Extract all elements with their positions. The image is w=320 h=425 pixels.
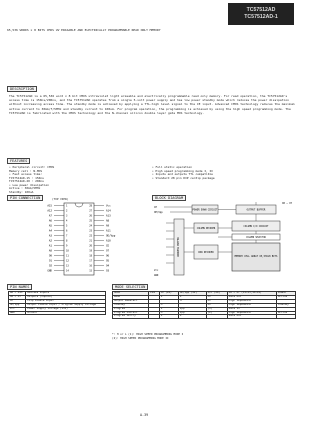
mode-cell: (2) [206, 311, 227, 315]
mode-cell: 5V [206, 299, 227, 303]
feature-item: TC57512AD-20 : 200ns [9, 179, 44, 183]
right-pin-number: 19 [89, 249, 92, 253]
right-pin-label: A13 [106, 214, 111, 218]
left-pin-number: 7 [66, 234, 68, 238]
feature-item: Memory cell : N-MOS [9, 168, 43, 173]
right-pin-label: A11 [106, 229, 111, 233]
left-pin-label: A1 [48, 244, 52, 248]
mode-cell: 5V [206, 295, 227, 299]
column-decoder-label: COLUMN DECODER [196, 227, 216, 230]
mode-cell: Program Inhibit [113, 311, 149, 315]
left-pin-label: A6 [48, 219, 52, 223]
left-pin-number: 10 [66, 249, 69, 253]
description-text: The TC57512AD is a 65,536 word x 8 bit CMOS ultraviolet light erasable and electrically programmable read only memory. For read operation, the TC57512AD's access time is 150ns/200ns, and the TC57512AD operates from a single 5-volt power supply and has low power standby mode which reduces the power dissipation without increasing access time. The standby mode is achieved by applying a TTL-high level signal to the CE input. Advanced CMOS technology reduces the maximum active current to 30mA/f/5MHz and standby current to 100uA. For program operation, the programming is achieved by using the high speed programming mode. The TC57512AD is fabricated with the CMOS technology and the N-channel silicon double layer gate MOS technology. [9, 94, 295, 115]
right-pin-number: 24 [89, 224, 92, 228]
mode-cell: Program [113, 307, 149, 311]
mode-cell: H [159, 311, 178, 315]
left-pin-number: 13 [66, 264, 69, 268]
block-diagram [152, 201, 296, 281]
mode-header-cell: POWER [276, 292, 295, 296]
right-pin-number: 26 [89, 214, 92, 218]
right-pin-label: O6 [106, 254, 110, 258]
right-pin-number: 15 [89, 269, 92, 273]
left-pin-label: A7 [48, 214, 52, 218]
memory-cell-array-label: MEMORY CELL ARRAY 65,536x8 BITS [234, 255, 278, 258]
block-label-vcc: Vcc [154, 269, 159, 272]
output-buffer-label: OUTPUT BUFFER [246, 208, 266, 212]
pin-names-row [9, 311, 106, 315]
mode-cell: Standby [113, 303, 149, 307]
mode-header-cell: OE/Vpp (22) [178, 292, 206, 296]
feature-item: • Peripheral circuit: CMOS [9, 165, 55, 169]
pin-symbol-cell: GND [9, 311, 26, 315]
block-label-ce: CE [154, 206, 157, 209]
block-diagram-heading: BLOCK DIAGRAM [152, 195, 186, 201]
banner-line-2: TC57512AD-1 [244, 14, 278, 20]
pin-symbol-cell: CE [9, 299, 26, 303]
mode-cell: L [159, 307, 178, 311]
feature-item: • Low power dissipation [9, 182, 50, 187]
left-pin-number: 2 [66, 209, 68, 213]
feature-item: Active : 30mA/5MHz [9, 186, 41, 190]
right-pin-label: O4 [106, 264, 110, 268]
left-pin-number: 6 [66, 229, 68, 233]
mode-selection-heading: MODE SELECTION [112, 284, 148, 290]
mode-cell: High Impedance [227, 299, 276, 303]
mode-header-cell: PIN [149, 292, 160, 296]
mode-cell: Active [276, 311, 295, 315]
mode-cell: High Impedance [227, 303, 276, 307]
mode-cell: 5V [206, 303, 227, 307]
pin-symbol-cell: Vcc [9, 307, 26, 311]
column-io-label: COLUMN I/O CIRCUIT [243, 225, 269, 228]
left-pin-number: 11 [66, 254, 69, 258]
features-right-list [152, 166, 292, 180]
mode-cell: L [159, 295, 178, 299]
mode-cell: Data Out [227, 295, 276, 299]
mode-cell: * [159, 299, 178, 303]
mode-cell: * [178, 303, 206, 307]
mode-header-cell: CE (20) [159, 292, 178, 296]
pin-names-heading: PIN NAMES [7, 284, 32, 290]
power-down-label: POWER DOWN CIRCUIT [192, 208, 218, 212]
document-title: 65,536 WORDS x 8 BITS CMOS UV ERASABLE AND ELECTRICALLY PROGRAMMABLE READ ONLY MEMORY [7, 29, 161, 32]
left-pin-label: O0 [48, 254, 52, 258]
pin-connection-heading: PIN CONNECTION [7, 195, 43, 201]
left-pin-label: O2 [48, 264, 52, 268]
mode-cell [276, 315, 295, 319]
right-pin-label: O3 [106, 269, 110, 273]
left-pin-label: O1 [48, 259, 52, 263]
dip-notch [75, 203, 83, 207]
pin-connection-diagram [8, 202, 148, 280]
mode-header-cell: MODE [113, 292, 149, 296]
feature-item: Standby: 100uA [9, 189, 34, 194]
left-pin-number: 8 [66, 239, 68, 243]
mode-cell: Vpp [178, 307, 206, 311]
description-heading: DESCRIPTION [7, 86, 37, 92]
page-number: A-39 [140, 413, 149, 417]
right-pin-number: 21 [89, 239, 92, 243]
left-pin-number: 5 [66, 224, 68, 228]
part-number-banner [228, 3, 294, 25]
mode-cell: Program Verify [113, 315, 149, 319]
right-pin-label: A9 [106, 224, 110, 228]
features-left-list [9, 166, 149, 194]
mode-cell: L [159, 315, 178, 319]
right-pin-number: 22 [89, 234, 92, 238]
right-pin-number: 28 [89, 204, 92, 208]
right-pin-number: 23 [89, 229, 92, 233]
mode-header-cell: Vcc (28) [206, 292, 227, 296]
left-pin-label: A0 [48, 249, 52, 253]
mode-cell: Output Deselect [113, 299, 149, 303]
left-pin-label: A2 [48, 239, 52, 243]
mode-cell: Standby [276, 303, 295, 307]
left-pin-number: 4 [66, 219, 68, 223]
right-pin-label: A14 [106, 209, 111, 213]
mode-cell: Data In [227, 307, 276, 311]
feature-item: TC57512AD-15 : 150ns [9, 175, 44, 180]
mode-cell: Data Out [227, 315, 276, 319]
mode-header-cell: O0 ~ O7 (11~13,15~19) [227, 292, 276, 296]
feature-item: • Full static operation [152, 165, 193, 169]
right-pin-label: OE/Vpp [106, 234, 116, 238]
row-decoder-label: ROW DECODER [198, 251, 214, 254]
right-pin-number: 20 [89, 244, 92, 248]
left-pin-number: 3 [66, 214, 68, 218]
mode-selection-table [112, 291, 296, 319]
mode-cell: L [178, 295, 206, 299]
right-pin-number: 17 [89, 259, 92, 263]
pin-names-table [8, 291, 106, 315]
features-heading: FEATURES [7, 158, 30, 164]
right-pin-number: 18 [89, 254, 92, 258]
pin-function-cell: Power Supply Voltage (+5V) [26, 307, 106, 311]
banner-line-1: TC57512AD [246, 7, 276, 13]
left-pin-label: A15 [47, 204, 52, 208]
right-pin-number: 25 [89, 219, 92, 223]
right-pin-label: Vcc [106, 204, 111, 208]
feature-item: • Fast access time: [9, 172, 43, 176]
pin-function-cell: Chip Enable Input [26, 299, 106, 303]
right-pin-label: A8 [106, 219, 110, 223]
mode-cell: L [178, 315, 206, 319]
left-pin-label: GND [47, 269, 52, 273]
address-buffer-label: ADDRESS BUFFER [177, 237, 180, 257]
mode-note-1: *: H or L (1): HIGH SPEED PROGRAMMING MODE I [112, 332, 184, 336]
right-pin-number: 27 [89, 209, 92, 213]
block-label-outputs: O0 ~ O7 [282, 201, 293, 205]
feature-item: • Inputs and outputs TTL compatible [152, 172, 213, 176]
feature-item: • Standard 28 pin DIP cerdip package [152, 175, 215, 180]
pin-function-cell: Ground [26, 311, 106, 315]
left-pin-number: 14 [66, 269, 69, 273]
mode-cell: Vpp [178, 311, 206, 315]
pin-symbol-cell: A0 ~ A15 [9, 292, 26, 296]
mode-cell [206, 315, 227, 319]
mode-cell: High Impedance [227, 311, 276, 315]
feature-item: • High speed programming mode I, II [152, 168, 213, 173]
mode-cell: (1) [206, 307, 227, 311]
pin-function-cell: Address Inputs [26, 292, 106, 296]
left-pin-number: 1 [66, 204, 68, 208]
pin-symbol-cell: OE/Vpp [9, 303, 26, 307]
pin-symbol-cell: O0 ~ O7 [9, 295, 26, 299]
left-pin-label: A12 [47, 209, 52, 213]
right-pin-label: O7 [106, 249, 110, 253]
mode-cell: Active [276, 295, 295, 299]
column-selector-label: COLUMN SELECTOR [246, 236, 266, 240]
mode-cell: H [178, 299, 206, 303]
right-pin-number: 16 [89, 264, 92, 268]
left-pin-number: 9 [66, 244, 68, 248]
right-pin-label: A10 [106, 239, 111, 243]
right-pin-label: CE [106, 244, 110, 248]
left-pin-number: 12 [66, 259, 69, 263]
mode-row [113, 315, 296, 319]
mode-cell [149, 315, 160, 319]
right-pin-label: O5 [106, 259, 110, 263]
block-label-oe-vpp: OE/Vpp [154, 211, 163, 214]
pin-function-cell: Outputs (Inputs) [26, 295, 106, 299]
left-pin-label: A3 [48, 234, 52, 238]
left-pin-label: A4 [48, 229, 52, 233]
block-label-gnd: GND [154, 274, 159, 277]
pin-function-cell: Output Enable Input / Program Supply Voltage [26, 303, 106, 307]
left-pin-label: A5 [48, 224, 52, 228]
pin-connection-subheading: (TOP VIEW) [52, 197, 69, 201]
mode-cell: Read [113, 295, 149, 299]
mode-cell: H [159, 303, 178, 307]
mode-note-2: (2): HIGH SPEED PROGRAMMING MODE II [112, 336, 169, 340]
